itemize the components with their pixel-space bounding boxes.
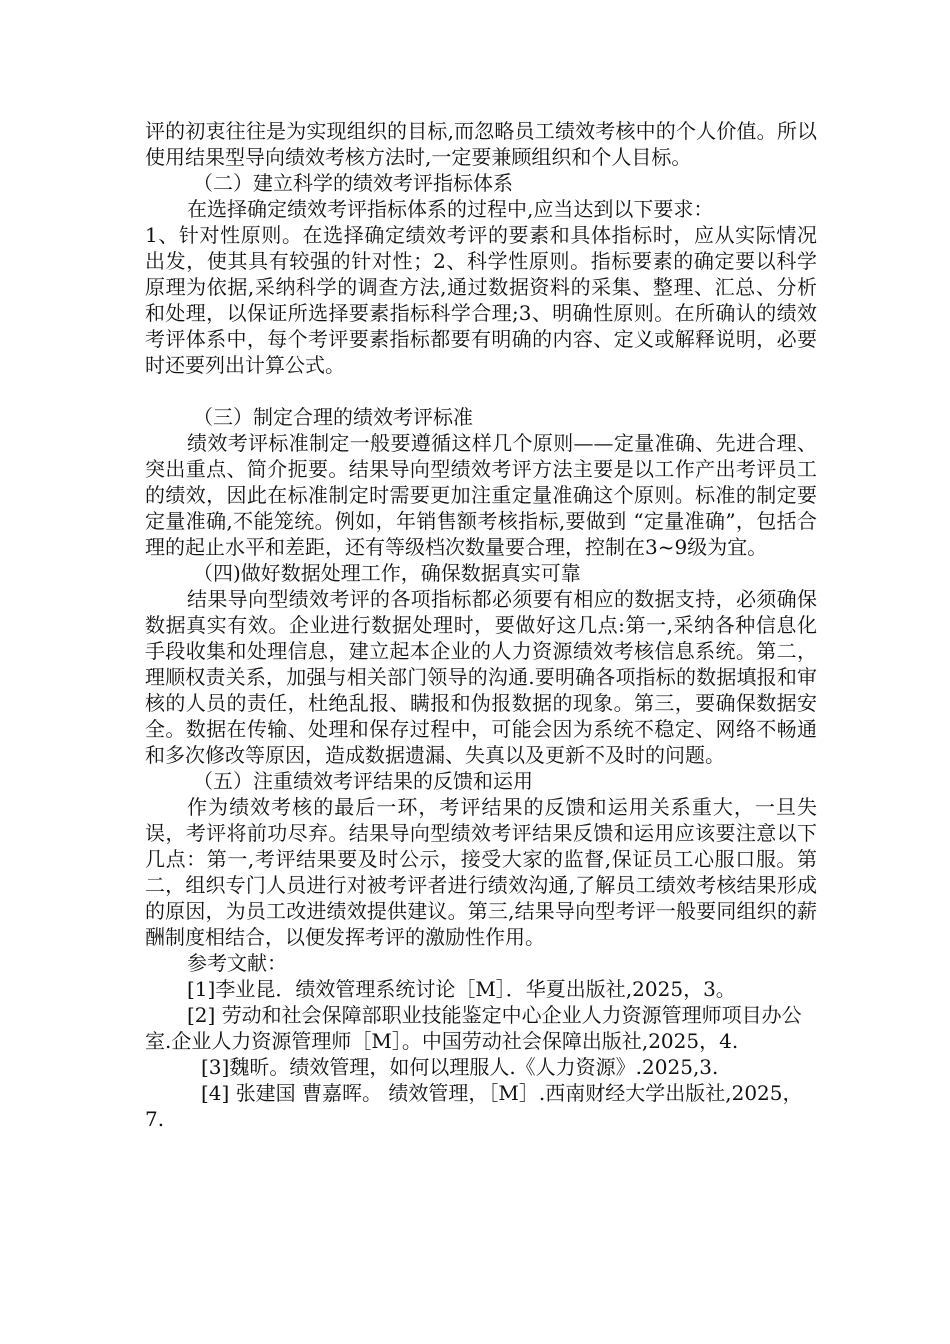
document-body: [145, 118, 817, 1132]
section-heading-2: （二）建立科学的绩效考评指标体系: [193, 171, 513, 195]
paragraph-standards: 绩效考评标准制定一般要遵循这样几个原则——定量准确、先进合理、突出重点、简介扼要。结果导向型绩效考评方法主要是以工作产出考评员工的绩效，因此在标准制定时需要更加注重定量准确这个原则。标准的制定要定量准确,不能笼统。例如，年销售额考核指标,要做到 “定量准确”，包括合理的起止水平和差距，还有等级档次数量要合理，控制在3~9级为宜。: [145, 431, 817, 559]
section-heading-5: （五）注重绩效考评结果的反馈和运用: [193, 769, 533, 793]
blank-line: [145, 378, 817, 404]
reference-item-1: [1]李业昆．绩效管理系统讨论［M］．华夏出版社,2025，3。: [187, 977, 736, 1001]
section-heading-3: （三）制定合理的绩效考评标准: [193, 405, 473, 429]
reference-item-4: [4] 张建国 曹嘉晖。 绩效管理，［M］.西南财经大学出版社,2025，7.: [145, 1081, 803, 1131]
reference-item-2: [2] 劳动和社会保障部职业技能鉴定中心企业人力资源管理师项目办公室.企业人力资源管理师［M］。中国劳动社会保障出版社,2025，4.: [145, 1003, 802, 1053]
paragraph-data-processing: 结果导向型绩效考评的各项指标都必须要有相应的数据支持，必须确保数据真实有效。企业进行数据处理时，要做好这几点:第一,采纳各种信息化手段收集和处理信息，建立起本企业的人力资源绩效考核信息系统。第二，理顺权责关系，加强与相关部门领导的沟通.要明确各项指标的数据填报和审核的人员的责任，杜绝乱报、瞒报和伪报数据的现象。第三，要确保数据安全。数据在传输、处理和保存过程中，可能会因为系统不稳定、网络不畅通和多次修改等原因，造成数据遗漏、失真以及更新不及时的问题。: [145, 587, 817, 767]
reference-item-3: [3]魏昕。绩效管理，如何以理服人.《人力资源》.2025,3.: [201, 1055, 719, 1079]
references-heading: 参考文献：: [187, 951, 287, 975]
paragraph-feedback: 作为绩效考核的最后一环，考评结果的反馈和运用关系重大，一旦失误，考评将前功尽弃。结果导向型绩效考评结果反馈和运用应该要注意以下几点：第一,考评结果要及时公示，接受大家的监督,保证员工心服口服。第二，组织专门人员进行对被考评者进行绩效沟通,了解员工绩效考核结果形成的原因，为员工改进绩效提供建议。第三,结果导向型考评一般要同组织的薪酬制度相结合，以便发挥考评的激励性作用。: [145, 795, 817, 949]
section-heading-4: （四)做好数据处理工作，确保数据真实可靠: [193, 561, 581, 585]
paragraph-intro-continuation: 评的初衷往往是为实现组织的目标,而忽略员工绩效考核中的个人价值。所以使用结果型导向绩效考核方法时,一定要兼顾组织和个人目标。: [145, 119, 817, 169]
paragraph-requirements-intro: 在选择确定绩效考评指标体系的过程中,应当达到以下要求：: [187, 197, 714, 221]
paragraph-principles: 1、针对性原则。在选择确定绩效考评的要素和具体指标时，应从实际情况出发，使其具有较强的针对性；2、科学性原则。指标要素的确定要以科学原理为依据,采纳科学的调查方法,通过数据资料的采集、整理、汇总、分析和处理，以保证所选择要素指标科学合理;3、明确性原则。在所确认的绩效考评体系中，每个考评要素指标都要有明确的内容、定义或解释说明，必要时还要列出计算公式。: [145, 223, 817, 377]
